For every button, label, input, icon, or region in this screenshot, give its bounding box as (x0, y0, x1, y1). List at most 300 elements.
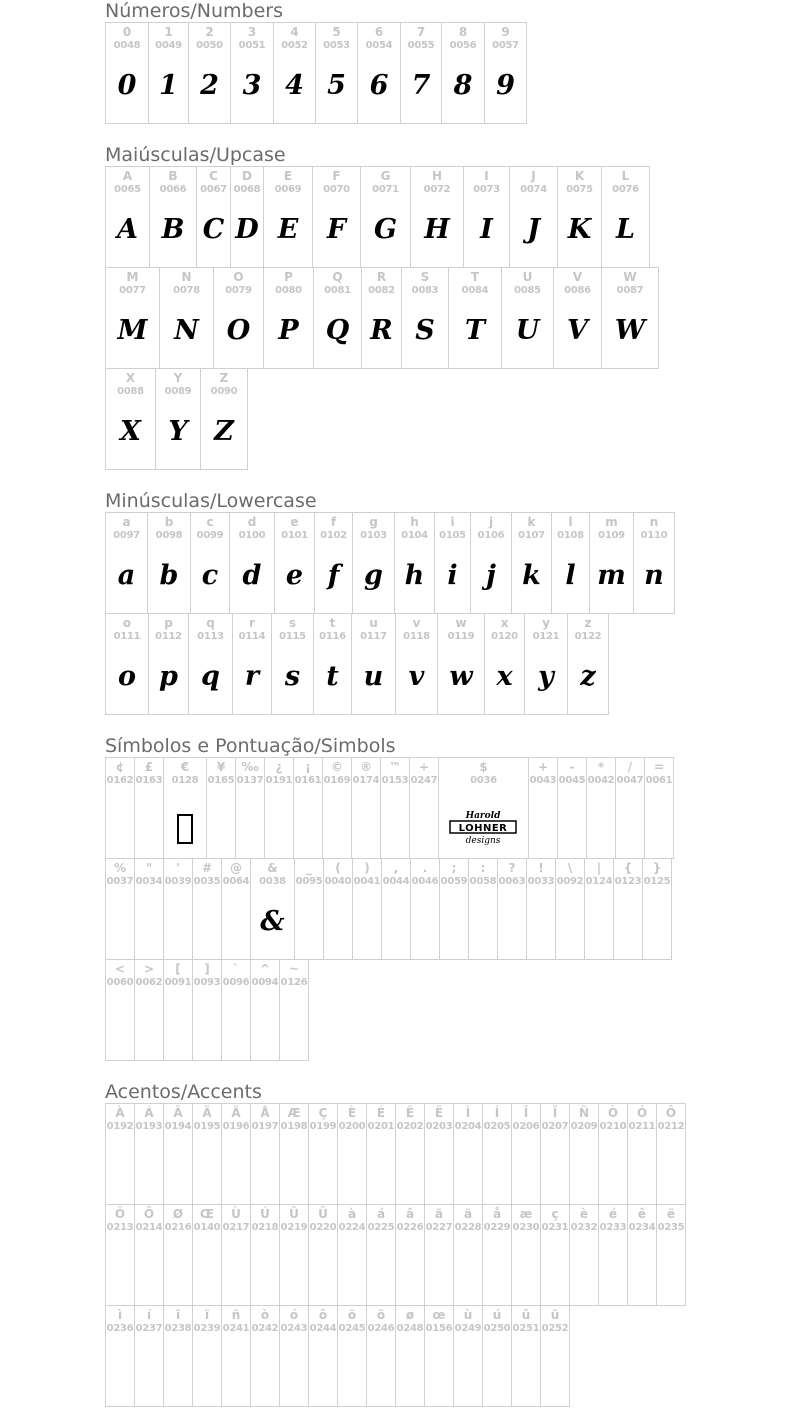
character-code: 0252 (541, 1323, 569, 1334)
glyph-cell-0049 (149, 23, 189, 124)
character-code: 0124 (585, 876, 613, 887)
glyph-cell-0055 (401, 23, 442, 124)
glyph-sample-0: 0 (117, 70, 137, 101)
glyph-cell-0209 (570, 1104, 599, 1205)
glyph-cell-0061 (645, 758, 674, 859)
glyph-cell-0116 (314, 614, 352, 715)
character-label: ` (233, 962, 239, 976)
character-label: Ä (231, 1106, 241, 1120)
glyph-cell-0220 (309, 1205, 338, 1306)
character-label: 5 (332, 25, 341, 39)
character-code: 0120 (491, 631, 518, 642)
character-code: 0116 (319, 631, 346, 642)
character-code: 0083 (411, 285, 439, 296)
character-label: Ô (665, 1106, 677, 1120)
character-code: 0229 (483, 1222, 511, 1233)
character-label: d (247, 515, 257, 529)
character-label: _ (306, 861, 312, 875)
glyph-sample-m: m (597, 560, 626, 591)
character-label: À (115, 1106, 125, 1120)
glyph-cell-0126 (280, 960, 309, 1061)
glyph-cell-0045 (558, 758, 587, 859)
glyph-cell-0038 (251, 859, 295, 960)
glyph-row (105, 1103, 686, 1205)
character-label: í (146, 1308, 152, 1322)
character-code: 0070 (323, 184, 350, 195)
character-code: 0113 (197, 631, 224, 642)
character-code: 0064 (222, 876, 250, 887)
character-label: ÷ (418, 760, 430, 774)
character-label: M (126, 270, 139, 284)
character-label: É (376, 1106, 386, 1120)
glyph-sample-3: 3 (242, 70, 262, 101)
character-label: Q (332, 270, 343, 284)
glyph-sample-c: c (201, 560, 219, 591)
character-label: L (621, 169, 630, 183)
character-code: 0227 (425, 1222, 453, 1233)
glyph-sample-u: u (363, 661, 384, 692)
glyph-sample-j: j (486, 560, 496, 591)
glyph-row (105, 166, 650, 268)
glyph-cell-0067 (197, 167, 231, 268)
character-label: å (492, 1207, 502, 1221)
character-label: s (288, 616, 297, 630)
glyph-sample-m: M (117, 315, 148, 346)
glyph-sample-f: F (326, 214, 347, 245)
glyph-cell-0094 (251, 960, 280, 1061)
glyph-sample-r: R (370, 315, 393, 346)
glyph-cell-0100 (230, 513, 275, 614)
character-label: F (332, 169, 341, 183)
character-code: 0196 (222, 1121, 250, 1132)
character-code: 0098 (155, 530, 183, 541)
character-label: € (180, 760, 190, 774)
character-code: 0239 (193, 1323, 221, 1334)
character-code: 0073 (473, 184, 500, 195)
character-code: 0033 (527, 876, 555, 887)
glyph-cell-0226 (396, 1205, 425, 1306)
glyph-cell-0229 (483, 1205, 512, 1306)
glyph-cell-0063 (498, 859, 527, 960)
character-code: 0074 (520, 184, 547, 195)
glyph-cell-0056 (442, 23, 485, 124)
character-label: n (649, 515, 659, 529)
character-label: # (201, 861, 213, 875)
glyph-sample-q: Q (325, 315, 350, 346)
character-label: ¢ (115, 760, 125, 774)
character-code: 0163 (135, 775, 163, 786)
glyph-cell-0205 (483, 1104, 512, 1205)
character-code: 0110 (640, 530, 668, 541)
character-code: 0206 (512, 1121, 540, 1132)
glyph-cell-0169 (323, 758, 352, 859)
glyph-cell-0228 (454, 1205, 483, 1306)
glyph-sample-y: Y (168, 416, 188, 447)
glyph-cell-0082 (362, 268, 402, 369)
character-code: 0072 (423, 184, 451, 195)
glyph-sample-l: L (616, 214, 635, 245)
character-code: 0230 (512, 1222, 540, 1233)
character-label: Œ (199, 1207, 214, 1221)
character-label: Í (494, 1106, 500, 1120)
character-label: Y (173, 371, 183, 385)
glyph-sample-i: i (447, 560, 458, 591)
character-code: 0174 (352, 775, 380, 786)
character-code: 0165 (207, 775, 235, 786)
glyph-sample-a: A (117, 214, 138, 245)
character-label: ‰ (241, 760, 259, 774)
character-label: ì (117, 1308, 123, 1322)
glyph-sample-2: 2 (200, 70, 219, 101)
glyph-cell-0078 (160, 268, 214, 369)
character-label: - (569, 760, 575, 774)
glyph-sample-w: w (449, 661, 473, 692)
glyph-cell-0193 (135, 1104, 164, 1205)
character-code: 0249 (454, 1323, 482, 1334)
character-code: 0101 (281, 530, 308, 541)
character-code: 0225 (367, 1222, 395, 1233)
character-label: + (537, 760, 549, 774)
character-code: 0066 (159, 184, 187, 195)
glyph-cell-0242 (251, 1306, 280, 1407)
glyph-cell-0248 (396, 1306, 425, 1407)
character-code: 0051 (238, 40, 266, 51)
character-code: 0200 (338, 1121, 366, 1132)
character-label: © (331, 760, 343, 774)
glyph-cell-0101 (275, 513, 315, 614)
character-label: Æ (287, 1106, 301, 1120)
glyph-sample-e: e (285, 560, 304, 591)
character-code: 0114 (238, 631, 266, 642)
glyph-cell-0065 (106, 167, 150, 268)
glyph-cell-0064 (222, 859, 251, 960)
character-label: ] (204, 962, 210, 976)
character-label: Ù (231, 1207, 241, 1221)
character-label: ô (318, 1308, 328, 1322)
character-label: $ (479, 760, 488, 774)
glyph-cell-0140 (193, 1205, 222, 1306)
character-label: K (574, 169, 585, 183)
character-label: . (422, 861, 428, 875)
character-label: Ì (465, 1106, 471, 1120)
character-code: 0035 (193, 876, 221, 887)
glyph-cell-0040 (324, 859, 353, 960)
glyph-sample-u: U (515, 315, 540, 346)
character-label: > (143, 962, 155, 976)
character-code: 0123 (614, 876, 642, 887)
character-label: £ (144, 760, 154, 774)
character-label: ( (335, 861, 341, 875)
character-code: 0103 (360, 530, 387, 541)
character-label: k (527, 515, 536, 529)
glyph-cell-0041 (353, 859, 382, 960)
glyph-cell-0244 (309, 1306, 338, 1407)
glyph-sample-v: v (408, 661, 425, 692)
glyph-sample-f: f (327, 560, 340, 591)
character-label: Ö (114, 1207, 126, 1221)
character-code: 0063 (498, 876, 526, 887)
glyph-cell-0241 (222, 1306, 251, 1407)
glyph-sample-w: W (614, 315, 646, 346)
glyph-sample-9: 9 (496, 70, 515, 101)
glyph-row (105, 1305, 570, 1407)
character-code: 0078 (173, 285, 200, 296)
character-label: ö (376, 1308, 386, 1322)
glyph-cell-0083 (402, 268, 449, 369)
character-code: 0121 (532, 631, 560, 642)
glyph-cell-0200 (338, 1104, 367, 1205)
character-code: 0161 (294, 775, 322, 786)
glyph-cell-0089 (156, 369, 201, 470)
character-code: 0065 (114, 184, 141, 195)
character-code: 0102 (320, 530, 347, 541)
character-label: ^ (259, 962, 271, 976)
glyph-cell-0202 (396, 1104, 425, 1205)
character-code: 0037 (106, 876, 134, 887)
glyph-cell-0128 (164, 758, 207, 859)
glyph-row (105, 1204, 686, 1306)
glyph-cell-0250 (483, 1306, 512, 1407)
character-label: ' (176, 861, 180, 875)
glyph-cell-0106 (471, 513, 512, 614)
glyph-cell-0092 (556, 859, 585, 960)
glyph-cell-0245 (338, 1306, 367, 1407)
character-label: È (347, 1106, 357, 1120)
glyph-cell-0086 (554, 268, 602, 369)
character-label: ê (637, 1207, 647, 1221)
character-label: Ë (434, 1106, 444, 1120)
character-code: 0248 (396, 1323, 424, 1334)
glyph-cell-0036 (439, 758, 529, 859)
glyph-sample-d: d (242, 560, 262, 591)
glyph-row (105, 22, 527, 124)
character-label: ¥ (216, 760, 226, 774)
character-code: 0050 (196, 40, 223, 51)
character-label: ~ (288, 962, 300, 976)
character-code: 0231 (541, 1222, 569, 1233)
character-code: 0241 (222, 1323, 250, 1334)
character-code: 0100 (238, 530, 266, 541)
character-label: 6 (374, 25, 384, 39)
glyph-cell-0232 (570, 1205, 599, 1306)
glyph-sample-8: 8 (453, 70, 473, 101)
character-label: E (283, 169, 293, 183)
glyph-cell-0113 (189, 614, 233, 715)
character-code: 0034 (135, 876, 163, 887)
character-label: ã (434, 1207, 444, 1221)
character-label: 7 (416, 25, 426, 39)
character-code: 0060 (106, 977, 134, 988)
character-code: 0087 (616, 285, 644, 296)
glyph-cell-0234 (628, 1205, 657, 1306)
glyph-sample-b: b (159, 560, 179, 591)
glyph-cell-0153 (381, 758, 410, 859)
character-code: 0207 (541, 1121, 569, 1132)
character-label: * (597, 760, 605, 774)
glyph-cell-0121 (525, 614, 568, 715)
glyph-cell-0117 (352, 614, 396, 715)
character-code: 0061 (645, 775, 673, 786)
glyph-cell-0085 (502, 268, 554, 369)
glyph-sample-k: k (522, 560, 541, 591)
character-code: 0045 (558, 775, 586, 786)
character-label: v (412, 616, 421, 630)
character-label: Ï (552, 1106, 558, 1120)
character-code: 0107 (518, 530, 545, 541)
glyph-cell-0079 (214, 268, 264, 369)
character-code: 0201 (367, 1121, 395, 1132)
character-code: 0219 (280, 1222, 308, 1233)
glyph-cell-0247 (410, 758, 439, 859)
character-label: U (522, 270, 533, 284)
character-label: T (470, 270, 480, 284)
glyph-row (105, 959, 309, 1061)
character-code: 0080 (275, 285, 302, 296)
glyph-sample-p: p (159, 661, 178, 692)
character-label: Â (173, 1106, 183, 1120)
character-code: 0039 (164, 876, 192, 887)
glyph-cell-0174 (352, 758, 381, 859)
character-code: 0095 (295, 876, 323, 887)
harold-lohner-logo-icon (449, 808, 519, 848)
character-code: 0202 (396, 1121, 424, 1132)
glyph-cell-0052 (274, 23, 316, 124)
character-label: f (330, 515, 337, 529)
glyph-cell-0110 (634, 513, 675, 614)
character-label: Ò (607, 1106, 619, 1120)
character-code: 0224 (338, 1222, 366, 1233)
character-code: 0043 (529, 775, 557, 786)
glyph-sample-t: t (326, 661, 339, 692)
character-label: ñ (231, 1308, 241, 1322)
character-label: A (122, 169, 133, 183)
glyph-cell-0191 (265, 758, 294, 859)
logo-line-3: designs (465, 836, 500, 846)
glyph-cell-0098 (148, 513, 191, 614)
character-label: \ (567, 861, 573, 875)
glyph-cell-0249 (454, 1306, 483, 1407)
glyph-cell-0048 (106, 23, 149, 124)
character-label: " (145, 861, 153, 875)
character-code: 0237 (135, 1323, 163, 1334)
glyph-cell-0246 (367, 1306, 396, 1407)
character-label: } (652, 861, 662, 875)
glyph-cell-0107 (512, 513, 552, 614)
glyph-cell-0069 (264, 167, 313, 268)
glyph-sample-1: 1 (159, 70, 178, 101)
character-label: q (206, 616, 215, 630)
character-label: H (431, 169, 443, 183)
glyph-sample-z: z (580, 661, 596, 692)
character-code: 0238 (164, 1323, 192, 1334)
character-code: 0228 (454, 1222, 482, 1233)
character-label: ø (405, 1308, 415, 1322)
character-label: z (584, 616, 592, 630)
character-code: 0137 (236, 775, 264, 786)
glyph-row (105, 267, 659, 369)
character-code: 0205 (483, 1121, 511, 1132)
character-label: ! (538, 861, 544, 875)
logo-line-1: Harold (465, 811, 500, 821)
character-label: à (347, 1207, 357, 1221)
character-code: 0250 (483, 1323, 511, 1334)
glyph-cell-0211 (628, 1104, 657, 1205)
glyph-cell-0084 (449, 268, 502, 369)
glyph-sample-o: O (226, 315, 251, 346)
character-code: 0118 (403, 631, 430, 642)
glyph-cell-0090 (201, 369, 248, 470)
glyph-sample-b: B (161, 214, 185, 245)
glyph-sample-h: H (424, 214, 450, 245)
glyph-cell-0096 (222, 960, 251, 1061)
character-code: 0082 (368, 285, 395, 296)
character-code: 0169 (323, 775, 351, 786)
character-code: 0156 (425, 1323, 453, 1334)
character-code: 0194 (164, 1121, 192, 1132)
character-label: Ø (172, 1207, 184, 1221)
character-code: 0246 (367, 1323, 395, 1334)
glyph-cell-0102 (315, 513, 353, 614)
glyph-cell-0044 (382, 859, 411, 960)
glyph-cell-0091 (164, 960, 193, 1061)
character-code: 0214 (135, 1222, 163, 1233)
glyph-cell-0163 (135, 758, 164, 859)
character-label: P (284, 270, 293, 284)
character-code: 0211 (628, 1121, 656, 1132)
glyph-sample-ampersand: & (260, 906, 285, 937)
glyph-cell-0225 (367, 1205, 396, 1306)
glyph-cell-0194 (164, 1104, 193, 1205)
glyph-cell-0047 (616, 758, 645, 859)
character-label: % (113, 861, 127, 875)
glyph-cell-0088 (106, 369, 156, 470)
glyph-cell-0114 (233, 614, 272, 715)
character-code: 0062 (135, 977, 163, 988)
character-label: [ (175, 962, 181, 976)
character-code: 0040 (324, 876, 352, 887)
glyph-cell-0035 (193, 859, 222, 960)
character-label: æ (519, 1207, 533, 1221)
glyph-sample-p: P (278, 315, 299, 346)
glyph-cell-0206 (512, 1104, 541, 1205)
glyph-cell-0046 (411, 859, 440, 960)
character-code: 0049 (155, 40, 182, 51)
glyph-cell-0039 (164, 859, 193, 960)
character-code: 0242 (251, 1323, 279, 1334)
character-label: ç (551, 1207, 559, 1221)
character-label: / (627, 760, 633, 774)
character-code: 0086 (564, 285, 591, 296)
glyph-cell-0112 (149, 614, 189, 715)
character-label: r (249, 616, 255, 630)
glyph-sample-s: S (415, 315, 435, 346)
glyph-cell-0074 (510, 167, 558, 268)
character-code: 0203 (425, 1121, 453, 1132)
character-code: 0104 (401, 530, 428, 541)
character-label: | (596, 861, 602, 875)
character-code: 0109 (598, 530, 625, 541)
glyph-cell-0217 (222, 1205, 251, 1306)
character-code: 0053 (323, 40, 350, 51)
glyph-cell-0212 (657, 1104, 686, 1205)
glyph-sample-g: G (373, 214, 398, 245)
character-label: Ç (318, 1106, 328, 1120)
character-code: 0079 (225, 285, 252, 296)
character-label: Ñ (578, 1106, 590, 1120)
character-label: , (393, 861, 399, 875)
character-code: 0055 (407, 40, 435, 51)
glyph-sample-d: D (235, 214, 259, 245)
